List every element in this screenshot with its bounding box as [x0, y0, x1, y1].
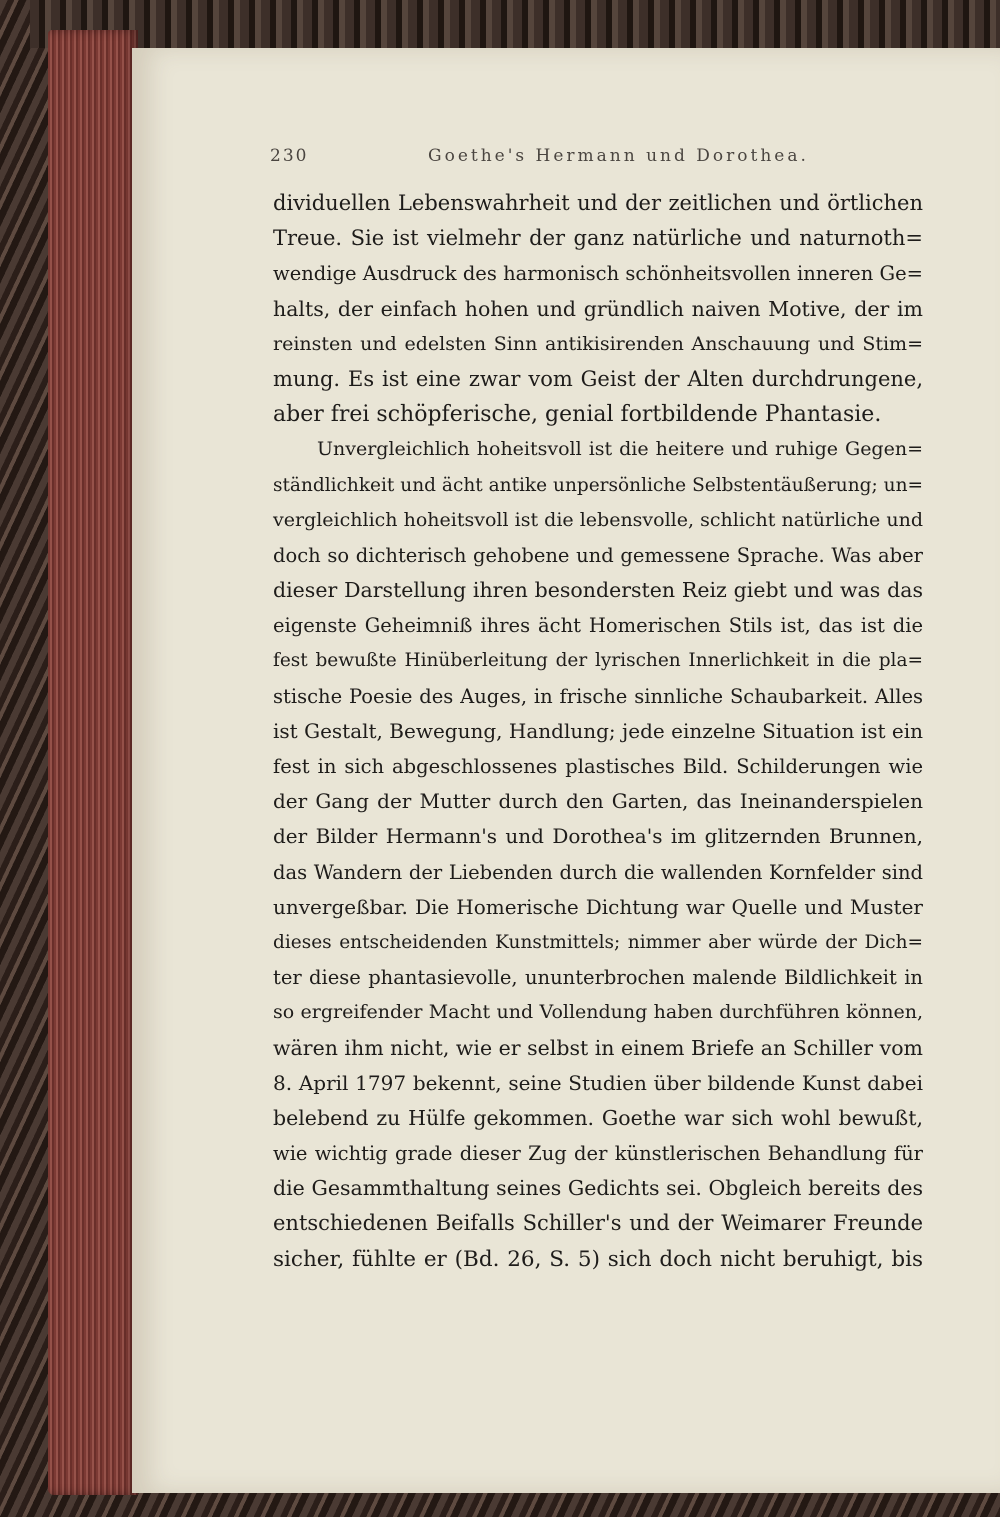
text-line: fest bewußte Hinüberleitung der lyrischen Innerlichkeit in die pla= [273, 650, 923, 672]
text-line: die Gesammthaltung seines Gedichts sei. Obgleich bereits des [273, 1176, 923, 1201]
text-line: wären ihm nicht, wie er selbst in einem Briefe an Schiller vom [273, 1035, 923, 1060]
text-line: vergleichlich hoheitsvoll ist die lebensvolle, schlicht natürliche und [273, 508, 923, 531]
text-line: der Gang der Mutter durch den Garten, das Ineinanderspielen [273, 789, 923, 814]
text-line: doch so dichterisch gehobene und gemessene Sprache. Was aber [273, 543, 923, 567]
text-line: reinsten und edelsten Sinn antikisirenden Anschauung und Stim= [273, 332, 923, 355]
text-line: wie wichtig grade dieser Zug der künstlerischen Behandlung für [273, 1142, 923, 1166]
text-line: ist Gestalt, Bewegung, Handlung; jede einzelne Situation ist ein [273, 718, 923, 743]
page-edges [48, 30, 138, 1495]
text-line: belebend zu Hülfe gekommen. Goethe war sich wohl bewußt, [273, 1105, 923, 1130]
text-line: ständlichkeit und ächt antike unpersönliche Selbstentäußerung; un= [273, 474, 923, 496]
text-line: dividuellen Lebenswahrheit und der zeitlichen und örtlichen [273, 191, 923, 215]
running-title: Goethe's Hermann und Dorothea. [428, 146, 809, 166]
text-line: halts, der einfach hohen und gründlich naiven Motive, der im [273, 296, 923, 321]
page-header [270, 146, 920, 176]
text-line: fest in sich abgeschlossenes plastisches Bild. Schilderungen wie [273, 755, 923, 778]
text-line: Treue. Sie ist vielmehr der ganz natürliche und naturnoth= [273, 226, 923, 251]
text-line: 8. April 1797 bekennt, seine Studien über bildende Kunst dabei [273, 1070, 923, 1095]
text-line: Unvergleichlich hoheitsvoll ist die heitere und ruhige Gegen= [317, 438, 923, 461]
page-number: 230 [270, 146, 309, 166]
text-line: aber frei schöpferische, genial fortbildende Phantasie. [273, 402, 882, 428]
text-line: mung. Es ist eine zwar vom Geist der Alten durchdrungene, [273, 366, 923, 391]
text-line: sicher, fühlte er (Bd. 26, S. 5) sich doch nicht beruhigt, bis [273, 1246, 923, 1272]
text-line: der Bilder Hermann's und Dorothea's im glitzernden Brunnen, [273, 824, 923, 849]
text-line: so ergreifender Macht und Vollendung haben durchführen können, [273, 1001, 923, 1024]
text-line: wendige Ausdruck des harmonisch schönheitsvollen inneren Ge= [273, 262, 923, 286]
body-text [273, 186, 923, 1277]
text-line: stische Poesie des Auges, in frische sinnliche Schaubarkeit. Alles [273, 684, 923, 708]
text-line: das Wandern der Liebenden durch die wallenden Kornfelder sind [273, 860, 923, 884]
text-line: dieses entscheidenden Kunstmittels; nimmer aber würde der Dich= [273, 931, 923, 953]
text-line: unvergeßbar. Die Homerische Dichtung war Quelle und Muster [273, 894, 923, 919]
text-line: eigenste Geheimniß ihres ächt Homerischen Stils ist, das ist die [273, 614, 923, 638]
text-line: dieser Darstellung ihren besondersten Reiz giebt und was das [273, 578, 923, 603]
text-line: ter diese phantasievolle, ununterbrochen malende Bildlichkeit in [273, 966, 923, 990]
marbled-cover-top [30, 0, 1000, 48]
text-line: entschiedenen Beifalls Schiller's und der Weimarer Freunde [273, 1211, 923, 1236]
